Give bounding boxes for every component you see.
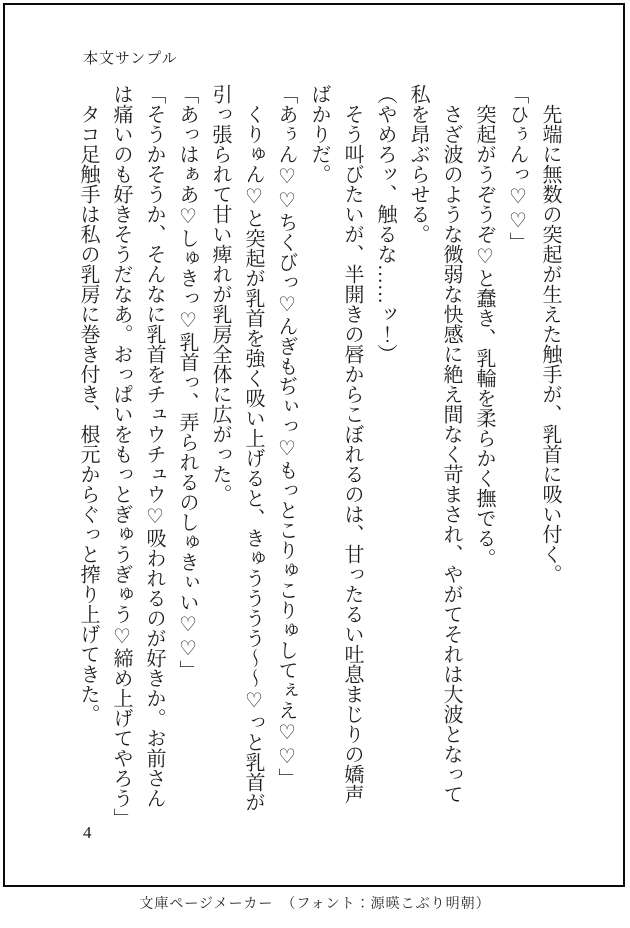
text-line: くりゅん♡と突起が乳首を強く吸い上げると、きゅうううう～～♡っと乳首が — [242, 104, 264, 812]
generator-caption: 文庫ページメーカー （フォント：源暎こぶり明朝） — [139, 897, 491, 912]
text-line: 「あぅん♡♡ちくびっ♡んぎもぢぃっ♡もっとこりゅこりゅしてぇえ♡♡」 — [275, 84, 297, 788]
page-header-label: 本文サンプル — [83, 51, 178, 67]
text-line: 突起がうぞうぞ♡と蠢き、乳輪を柔らかく撫でる。 — [473, 104, 495, 568]
page-number: 4 — [83, 823, 92, 842]
text-line: 「そうかそうか、そんなに乳首をチュウチュウ♡吸われるのが好きか。お前さん — [143, 84, 165, 808]
text-line: は痛いのも好きそうだなあ。おっぱいをもっとぎゅうぎゅう♡締め上げてやろう」 — [110, 84, 132, 828]
book-page — [3, 3, 625, 887]
text-line: 「あっはぁあ♡しゅきっ♡乳首っ、弄られるのしゅきぃい♡♡」 — [176, 84, 198, 680]
text-line: ばかりだ。 — [308, 84, 330, 184]
text-line: さざ波のような微弱な快感に絶え間なく苛まされ、やがてそれは大波となって — [440, 104, 462, 804]
text-line: 「ひぅんっ♡♡」 — [506, 84, 528, 252]
text-line: 私を昂ぶらせる。 — [407, 84, 429, 244]
text-line: 引っ張られて甘い痺れが乳房全体に広がった。 — [209, 84, 231, 504]
text-line: タコ足触手は私の乳房に巻き付き、根元からぐっと搾り上げてきた。 — [77, 104, 99, 724]
text-line: 先端に無数の突起が生えた触手が、乳首に吸い付く。 — [539, 104, 561, 584]
vertical-text-body — [71, 84, 566, 828]
text-line: そう叫びたいが、半開きの唇からこぼれるのは、甘ったるい吐息まじりの嬌声 — [341, 104, 363, 804]
text-line: （やめろッ、触るな……ッ！） — [374, 84, 396, 364]
